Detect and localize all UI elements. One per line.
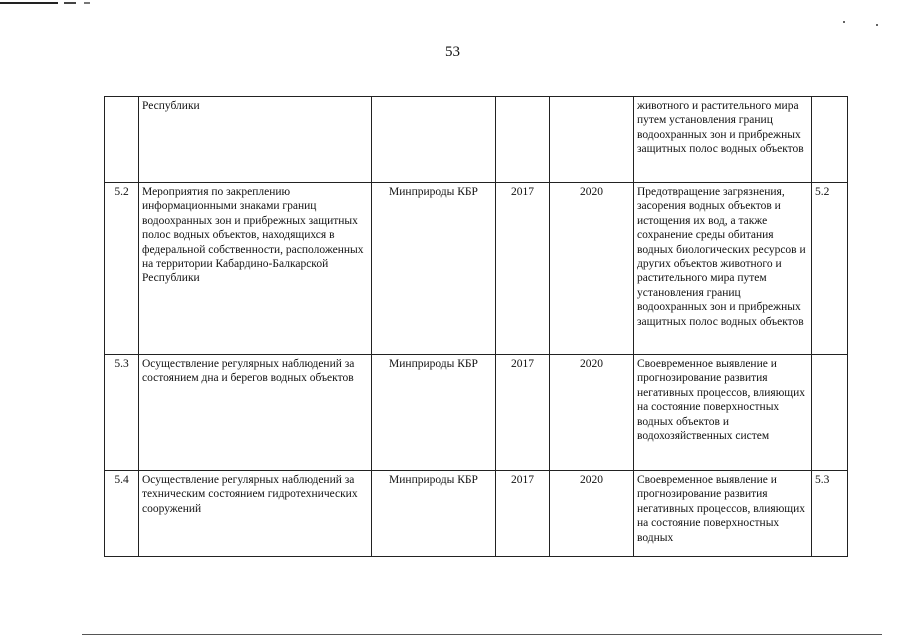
start-year-cell: 2017	[496, 471, 550, 557]
start-year-cell: 2017	[496, 183, 550, 355]
activity-cell: Осуществление регулярных наблюдений за состоянием дна и берегов водных объектов	[139, 355, 372, 471]
row-number: 5.2	[105, 183, 139, 355]
scan-dot	[876, 24, 878, 26]
scan-dot	[843, 21, 845, 23]
executor-cell: Минприроды КБР	[372, 471, 496, 557]
end-year-cell: 2020	[550, 355, 634, 471]
activity-cell: Республики	[139, 97, 372, 183]
reference-cell	[812, 355, 848, 471]
table-row	[105, 471, 848, 557]
executor-cell: Минприроды КБР	[372, 183, 496, 355]
reference-cell: 5.3	[812, 471, 848, 557]
result-cell: животного и растительного мира путем установления границ водоохранных зон и прибрежных защитных полос водных объектов	[634, 97, 812, 183]
result-cell: Своевременное выявление и прогнозирование развития негативных процессов, влияющих на состояние поверхностных водных объектов и водохозяйственных систем	[634, 355, 812, 471]
reference-cell	[812, 97, 848, 183]
page-number: 53	[445, 44, 460, 60]
scan-artifact-top	[0, 0, 150, 6]
reference-cell: 5.2	[812, 183, 848, 355]
table-row	[105, 183, 848, 355]
end-year-cell	[550, 97, 634, 183]
scan-artifact-bottom	[82, 634, 882, 635]
row-number	[105, 97, 139, 183]
start-year-cell	[496, 97, 550, 183]
end-year-cell: 2020	[550, 471, 634, 557]
end-year-cell: 2020	[550, 183, 634, 355]
executor-cell: Минприроды КБР	[372, 355, 496, 471]
activity-cell: Мероприятия по закреплению информационными знаками границ водоохранных зон и прибрежных защитных полос водных объектов, находящихся в федеральной собственности, расположенных на территории Кабардино-Балкарской Республики	[139, 183, 372, 355]
table-row	[105, 97, 848, 183]
row-number: 5.3	[105, 355, 139, 471]
start-year-cell: 2017	[496, 355, 550, 471]
table-row	[105, 355, 848, 471]
result-cell: Предотвращение загрязнения, засорения водных объектов и истощения их вод, а также сохранение среды обитания водных биологических ресурсов и других объектов животного и растительного мира путем установления границ водоохранных зон и прибрежных защитных полос водных объектов	[634, 183, 812, 355]
row-number: 5.4	[105, 471, 139, 557]
measures-table	[104, 96, 848, 557]
activity-cell: Осуществление регулярных наблюдений за техническим состоянием гидротехнических сооружений	[139, 471, 372, 557]
result-cell: Своевременное выявление и прогнозирование развития негативных процессов, влияющих на состояние поверхностных водных	[634, 471, 812, 557]
executor-cell	[372, 97, 496, 183]
